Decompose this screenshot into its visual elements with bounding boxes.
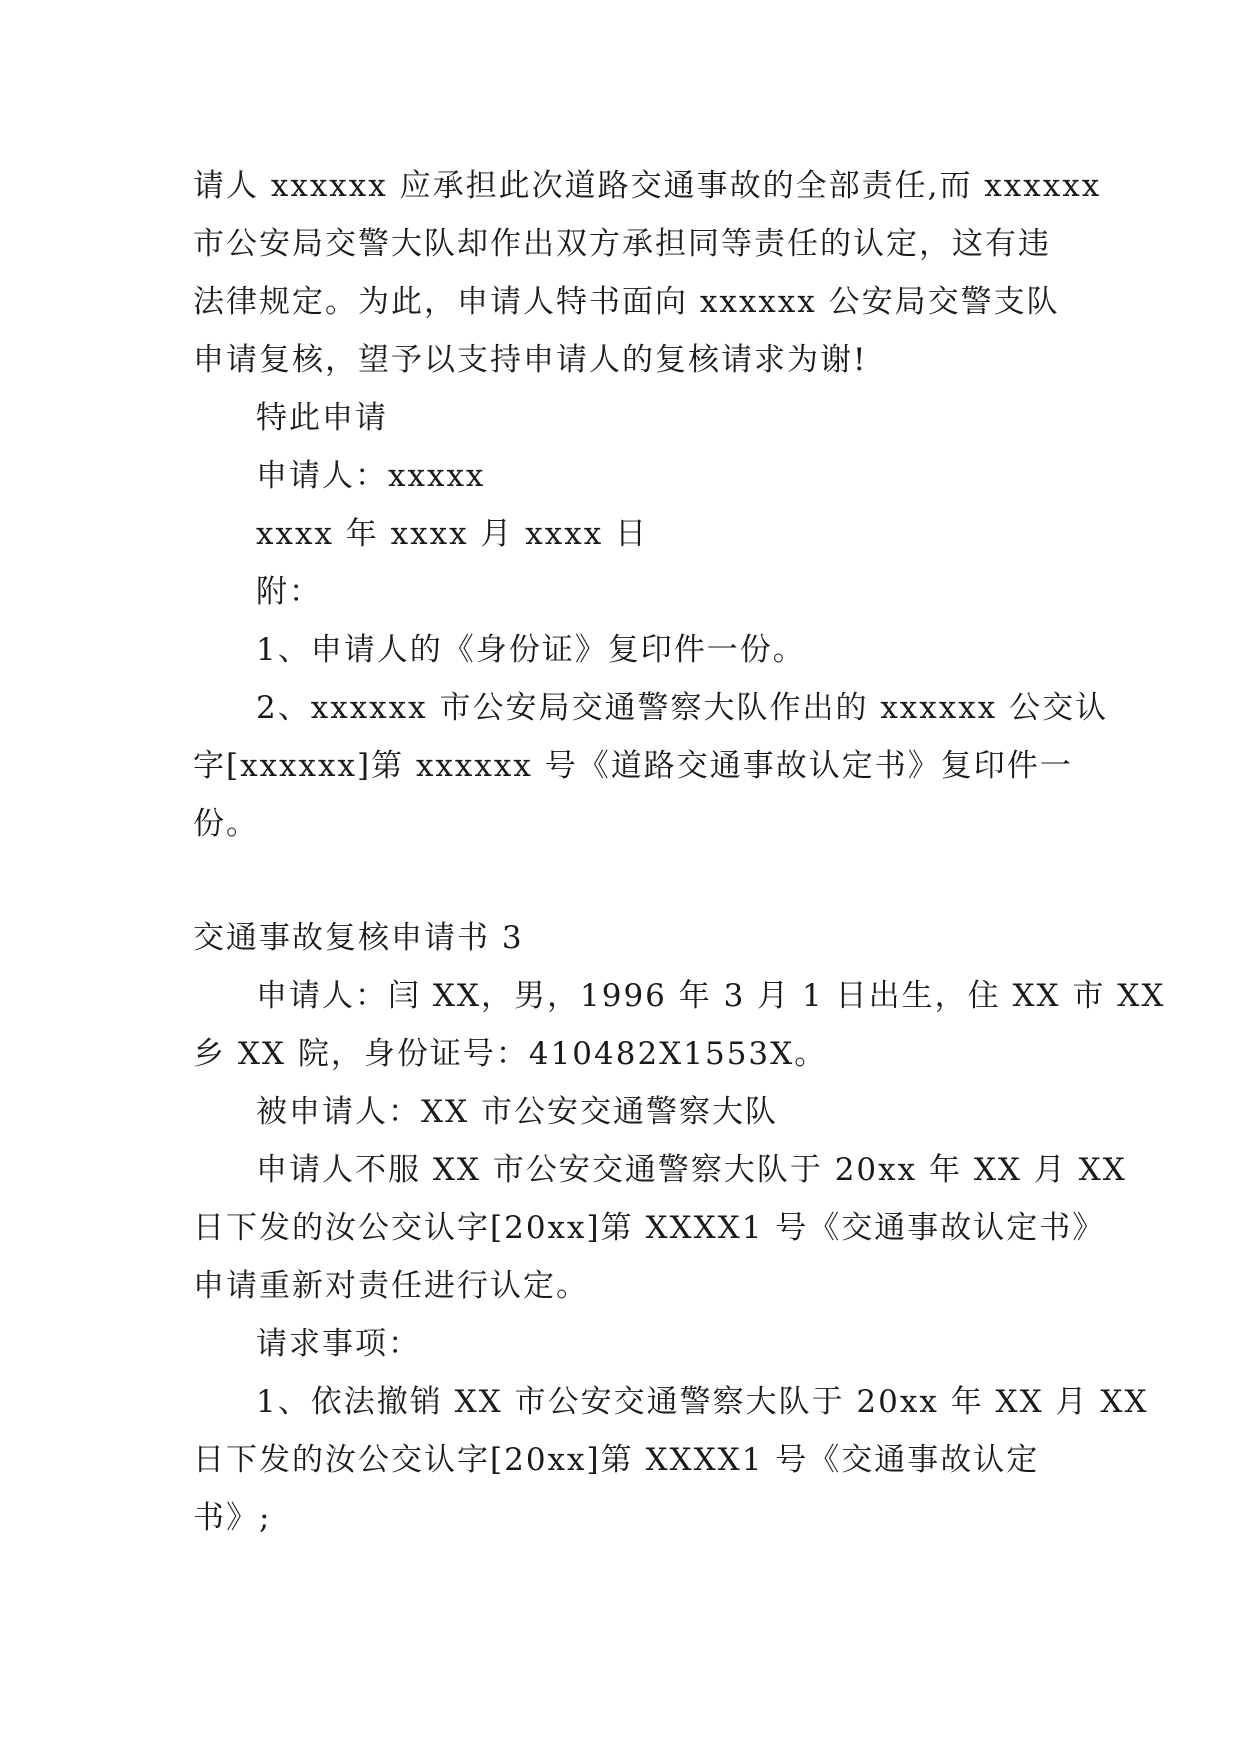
- paragraph-line: 乡 XX 院，身份证号：410482X1553X。: [193, 1036, 828, 1072]
- paragraph-line: 请人 xxxxxx 应承担此次道路交通事故的全部责任,而 xxxxxx: [193, 168, 1102, 204]
- paragraph-line: 日下发的汝公交认字[20xx]第 XXXX1 号《交通事故认定: [193, 1442, 1040, 1478]
- section-title: 交通事故复核申请书 3: [193, 920, 524, 956]
- request-item: 1、依法撤销 XX 市公安交通警察大队于 20xx 年 XX 月 XX: [256, 1384, 1149, 1420]
- paragraph-line: 法律规定。为此，申请人特书面向 xxxxxx 公安局交警支队: [193, 284, 1060, 320]
- paragraph-line: 市公安局交警大队却作出双方承担同等责任的认定，这有违: [193, 226, 1051, 262]
- respondent-info: 被申请人：XX 市公安交通警察大队: [256, 1094, 778, 1130]
- paragraph-line: 申请复核，望予以支持申请人的复核请求为谢!: [193, 342, 868, 378]
- paragraph-line: 份。: [193, 806, 259, 842]
- requests-heading: 请求事项：: [256, 1326, 421, 1362]
- attachment-item: 2、xxxxxx 市公安局交通警察大队作出的 xxxxxx 公交认: [256, 690, 1109, 726]
- attachment-item: 1、申请人的《身份证》复印件一份。: [256, 632, 806, 668]
- paragraph-line: 申请人不服 XX 市公安交通警察大队于 20xx 年 XX 月 XX: [256, 1152, 1127, 1188]
- paragraph-line: 书》;: [193, 1500, 272, 1536]
- applicant-info: 申请人：闫 XX，男，1996 年 3 月 1 日出生，住 XX 市 XX: [256, 978, 1166, 1014]
- signature-date: xxxx 年 xxxx 月 xxxx 日: [256, 516, 649, 552]
- paragraph-line: 日下发的汝公交认字[20xx]第 XXXX1 号《交通事故认定书》: [193, 1210, 1106, 1246]
- paragraph-line: 字[xxxxxx]第 xxxxxx 号《道路交通事故认定书》复印件一: [193, 748, 1073, 784]
- closing-phrase: 特此申请: [256, 400, 388, 436]
- attachments-heading: 附：: [256, 574, 322, 610]
- applicant-signature: 申请人：xxxxx: [256, 458, 486, 494]
- paragraph-line: 申请重新对责任进行认定。: [193, 1268, 589, 1304]
